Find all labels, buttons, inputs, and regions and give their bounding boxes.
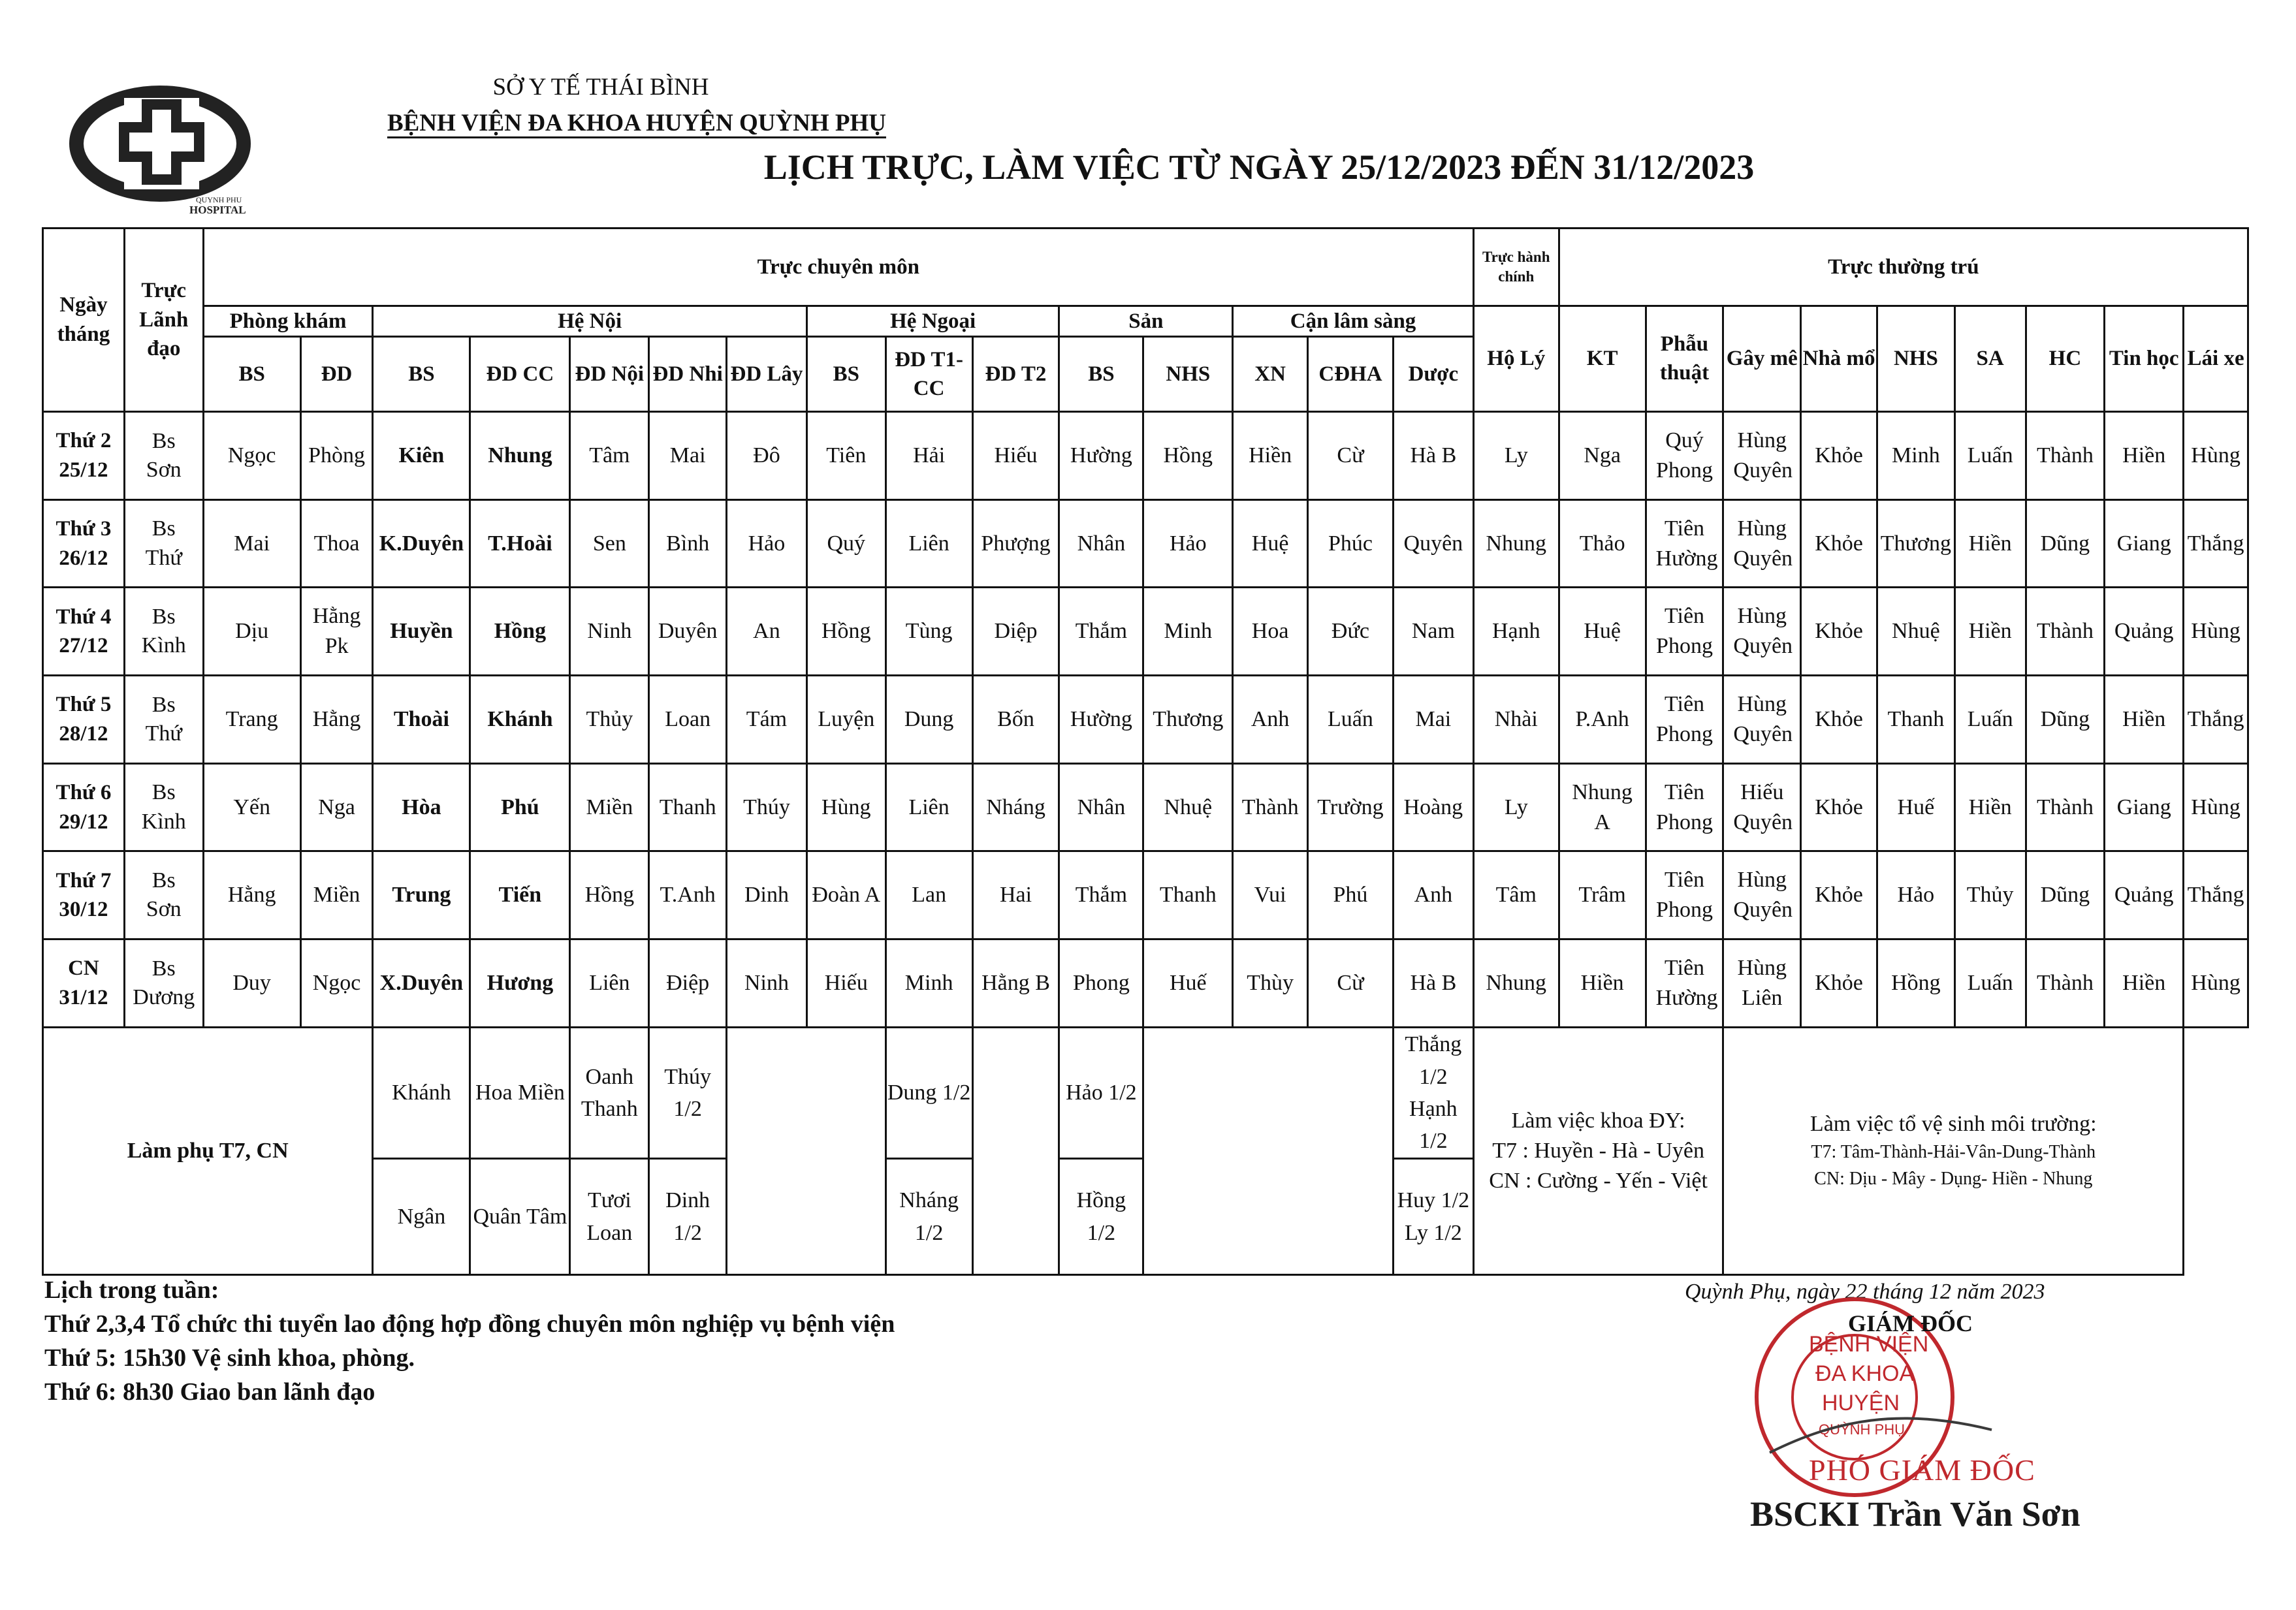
- duty-cell: Tiên Hường: [1646, 939, 1723, 1028]
- duty-cell: Hùng: [2184, 411, 2248, 499]
- duty-cell: Thảo: [1559, 499, 1646, 588]
- duty-cell: Hiếu: [972, 411, 1059, 499]
- duty-cell: Thành: [1233, 763, 1308, 851]
- schedule-row: [43, 676, 2248, 764]
- duty-cell: Nam: [1393, 588, 1473, 676]
- header-paraclinical: Cận lâm sàng: [1233, 306, 1474, 337]
- duty-cell: Hùng Quyên: [1723, 411, 1801, 499]
- weekend-row-t7: [43, 1027, 2248, 1158]
- day-date: 25/12: [59, 458, 108, 482]
- svg-text:ĐA KHOA: ĐA KHOA: [1815, 1361, 1915, 1386]
- duty-cell: Miền: [300, 851, 373, 939]
- header-row-1: [43, 229, 2248, 306]
- duty-cell: Nhân: [1059, 763, 1143, 851]
- duty-cell: Khỏe: [1801, 676, 1877, 764]
- duty-cell: Dinh: [727, 851, 807, 939]
- duty-cell: K.Duyên: [373, 499, 470, 588]
- duty-cell: Dung: [885, 676, 972, 764]
- duty-cell: Hồng: [470, 588, 570, 676]
- duty-cell: Sen: [570, 499, 649, 588]
- duty-cell: Thành: [2026, 588, 2105, 676]
- schedule-rows: [43, 411, 2248, 1027]
- duty-cell: Quý: [806, 499, 885, 588]
- duty-cell: Hường: [1059, 411, 1143, 499]
- duty-cell: Huế: [1143, 939, 1233, 1028]
- duty-cell: Nhung: [470, 411, 570, 499]
- duty-cell: Hằng: [300, 676, 373, 764]
- wk-cn-nhs: Hồng 1/2: [1059, 1159, 1143, 1275]
- duty-cell: Nhài: [1473, 676, 1559, 764]
- duty-cell: Ninh: [727, 939, 807, 1028]
- duty-cell: Vui: [1233, 851, 1308, 939]
- duty-cell: Phong: [1059, 939, 1143, 1028]
- duty-cell: Thương: [1877, 499, 1954, 588]
- duty-cell: Hảo: [1877, 851, 1954, 939]
- duty-cell: Thùy: [1233, 939, 1308, 1028]
- duty-cell: Duy: [203, 939, 300, 1028]
- sub-surgery-t2: ĐD T2: [972, 337, 1059, 412]
- duty-cell: Đô: [727, 411, 807, 499]
- duty-cell: Lan: [885, 851, 972, 939]
- wk-cn-noi: Quân Tâm: [470, 1159, 570, 1275]
- header-row-2: [43, 306, 2248, 337]
- duty-cell: T.Hoài: [470, 499, 570, 588]
- duty-cell: Ngọc: [203, 411, 300, 499]
- duty-cell: Phòng: [300, 411, 373, 499]
- day-cell: [43, 499, 125, 588]
- duty-cell: Huyền: [373, 588, 470, 676]
- day-date: 30/12: [59, 898, 108, 922]
- wk-t7-noi: Hoa Miền: [470, 1027, 570, 1158]
- dy-t7: T7 : Huyền - Hà - Uyên: [1492, 1138, 1704, 1163]
- duty-cell: Minh: [885, 939, 972, 1028]
- duty-cell: Hồng: [806, 588, 885, 676]
- header-nhs-res: NHS: [1877, 306, 1954, 411]
- duty-cell: Mai: [649, 411, 727, 499]
- duty-cell: Quyên: [1393, 499, 1473, 588]
- duty-cell: Thành: [2026, 411, 2105, 499]
- duty-cell: Hiền: [2105, 939, 2184, 1028]
- wk-t7-holy: Thắng 1/2 Hạnh 1/2: [1393, 1027, 1473, 1158]
- duty-cell: Hòa: [373, 763, 470, 851]
- header-resident: Trực thường trú: [1559, 229, 2248, 306]
- header-leader: Trực Lãnh đạo: [124, 229, 203, 412]
- duty-cell: Khỏe: [1801, 763, 1877, 851]
- duty-cell: Cừ: [1308, 939, 1394, 1028]
- duty-cell: Bình: [649, 499, 727, 588]
- header-sa: SA: [1954, 306, 2026, 411]
- deputy-title: PHÓ GIÁM ĐỐC: [1809, 1453, 2035, 1487]
- duty-cell: Tiên: [806, 411, 885, 499]
- duty-cell: Quý Phong: [1646, 411, 1723, 499]
- duty-cell: Hảo: [1143, 499, 1233, 588]
- duty-cell: Khỏe: [1801, 588, 1877, 676]
- duty-cell: Đức: [1308, 588, 1394, 676]
- schedule-row: [43, 939, 2248, 1028]
- duty-cell: Khỏe: [1801, 411, 1877, 499]
- duty-cell: Hương: [470, 939, 570, 1028]
- duty-cell: Thoài: [373, 676, 470, 764]
- wk-env-block: [1723, 1027, 2184, 1274]
- duty-cell: Phúc: [1308, 499, 1394, 588]
- duty-cell: Quảng: [2105, 588, 2184, 676]
- duty-cell: Trâm: [1559, 851, 1646, 939]
- header-surgery-res: Phẫu thuật: [1646, 306, 1723, 411]
- duty-cell: Luyện: [806, 676, 885, 764]
- duty-cell: Phượng: [972, 499, 1059, 588]
- sub-imaging: CĐHA: [1308, 337, 1394, 412]
- logo-text-big: HOSPITAL: [189, 204, 246, 216]
- duty-cell: Hùng Quyên: [1723, 851, 1801, 939]
- day-name: Thứ 5: [56, 693, 112, 717]
- duty-cell: Luấn: [1954, 676, 2026, 764]
- header-internal: Hệ Nội: [373, 306, 806, 337]
- wk-t7-lay: Thúy 1/2: [649, 1027, 727, 1158]
- duty-cell: Điệp: [649, 939, 727, 1028]
- duty-cell: Hà B: [1393, 939, 1473, 1028]
- wk-t7-ddcc: Khánh: [373, 1027, 470, 1158]
- duty-cell: Thắm: [1059, 588, 1143, 676]
- duty-cell: Miền: [570, 763, 649, 851]
- duty-cell: Nhân: [1059, 499, 1143, 588]
- day-date: 31/12: [59, 985, 108, 1009]
- duty-cell: Hằng: [203, 851, 300, 939]
- leader-cell: Bs Sơn: [124, 411, 203, 499]
- leader-cell: Bs Sơn: [124, 851, 203, 939]
- duty-cell: Diệp: [972, 588, 1059, 676]
- duty-cell: Hiền: [1233, 411, 1308, 499]
- header-date: Ngày tháng: [43, 229, 125, 412]
- leader-cell: Bs Kình: [124, 763, 203, 851]
- duty-cell: Hiếu: [806, 939, 885, 1028]
- header-clinic: Phòng khám: [203, 306, 373, 337]
- duty-cell: Huế: [1877, 763, 1954, 851]
- duty-cell: Hiếu Quyên: [1723, 763, 1801, 851]
- dy-title: Làm việc khoa ĐY:: [1511, 1109, 1685, 1133]
- sub-surgery-t1: ĐD T1-CC: [885, 337, 972, 412]
- header-obstetric: Sản: [1059, 306, 1233, 337]
- schedule-row: [43, 499, 2248, 588]
- signer-name: BSCKI Trần Văn Sơn: [1750, 1494, 2081, 1534]
- header-it: Tin học: [2105, 306, 2184, 411]
- duty-cell: Trung: [373, 851, 470, 939]
- duty-cell: Hùng: [2184, 588, 2248, 676]
- duty-cell: Khỏe: [1801, 851, 1877, 939]
- svg-text:HUYỆN: HUYỆN: [1822, 1391, 1900, 1415]
- leader-cell: Bs Thứ: [124, 499, 203, 588]
- day-cell: [43, 588, 125, 676]
- leader-cell: Bs Dương: [124, 939, 203, 1028]
- schedule-row: [43, 588, 2248, 676]
- leader-cell: Bs Thứ: [124, 676, 203, 764]
- duty-cell: Hồng: [570, 851, 649, 939]
- duty-cell: Nga: [1559, 411, 1646, 499]
- wk-cn-holy: Huy 1/2 Ly 1/2: [1393, 1159, 1473, 1275]
- duty-cell: Giang: [2105, 499, 2184, 588]
- duty-cell: Mai: [1393, 676, 1473, 764]
- duty-cell: Thủy: [1954, 851, 2026, 939]
- duty-cell: Anh: [1233, 676, 1308, 764]
- duty-cell: Tiến: [470, 851, 570, 939]
- duty-cell: Luấn: [1308, 676, 1394, 764]
- env-cn: CN: Dịu - Mây - Dụng- Hiền - Nhung: [1814, 1168, 2093, 1189]
- day-cell: [43, 411, 125, 499]
- duty-cell: Hùng: [806, 763, 885, 851]
- place-date: Quỳnh Phụ, ngày 22 tháng 12 năm 2023: [1685, 1280, 2045, 1304]
- duty-cell: Tùng: [885, 588, 972, 676]
- sub-obstetric-nhs: NHS: [1143, 337, 1233, 412]
- duty-cell: Phú: [1308, 851, 1394, 939]
- duty-cell: Hùng: [2184, 939, 2248, 1028]
- day-name: CN: [68, 956, 99, 981]
- env-title: Làm việc tổ vệ sinh môi trường:: [1810, 1112, 2097, 1137]
- duty-cell: Nhung: [1473, 939, 1559, 1028]
- duty-cell: Thắng: [2184, 499, 2248, 588]
- sub-internal-ddcc: ĐD CC: [470, 337, 570, 412]
- duty-cell: Thương: [1143, 676, 1233, 764]
- duty-cell: Dũng: [2026, 499, 2105, 588]
- wk-cn-lay: Dinh 1/2: [649, 1159, 727, 1275]
- duty-cell: Loan: [649, 676, 727, 764]
- duty-cell: Hùng Quyên: [1723, 588, 1801, 676]
- sub-surgery-bs: BS: [806, 337, 885, 412]
- day-date: 29/12: [59, 810, 108, 834]
- day-name: Thứ 2: [56, 429, 112, 453]
- duty-cell: Hùng Liên: [1723, 939, 1801, 1028]
- duty-cell: Ninh: [570, 588, 649, 676]
- duty-cell: Nhung A: [1559, 763, 1646, 851]
- duty-cell: X.Duyên: [373, 939, 470, 1028]
- duty-cell: Thoa: [300, 499, 373, 588]
- wk-t7-nhs: Hảo 1/2: [1059, 1027, 1143, 1158]
- dy-cn: CN : Cường - Yến - Việt: [1489, 1168, 1708, 1193]
- sub-internal-noi: ĐD Nội: [570, 337, 649, 412]
- header-admin: Trực hành chính: [1473, 229, 1559, 306]
- duty-cell: Minh: [1877, 411, 1954, 499]
- duty-cell: Tiên Phong: [1646, 851, 1723, 939]
- day-date: 26/12: [59, 546, 108, 570]
- schedule-row: [43, 411, 2248, 499]
- duty-cell: P.Anh: [1559, 676, 1646, 764]
- duty-cell: Hiền: [1954, 763, 2026, 851]
- wk-obs-bs-empty: [972, 1027, 1059, 1274]
- ministry-name: SỞ Y TẾ THÁI BÌNH: [492, 74, 709, 101]
- day-name: Thứ 4: [56, 605, 112, 629]
- duty-cell: Luấn: [1954, 411, 2026, 499]
- duty-cell: Nhung: [1473, 499, 1559, 588]
- duty-cell: Thanh: [1877, 676, 1954, 764]
- duty-schedule-table: [42, 227, 2249, 1276]
- duty-cell: Duyên: [649, 588, 727, 676]
- duty-cell: Yến: [203, 763, 300, 851]
- duty-cell: Tiên Phong: [1646, 676, 1723, 764]
- day-name: Thứ 7: [56, 868, 112, 892]
- sub-internal-bs: BS: [373, 337, 470, 412]
- duty-cell: Hạnh: [1473, 588, 1559, 676]
- duty-cell: Thúy: [727, 763, 807, 851]
- day-cell: [43, 676, 125, 764]
- duty-cell: Hồng: [1143, 411, 1233, 499]
- env-t7: T7: Tâm-Thành-Hải-Vân-Dung-Thành: [1811, 1142, 2096, 1163]
- schedule-row: [43, 851, 2248, 939]
- duty-cell: Hiền: [1559, 939, 1646, 1028]
- weekend-label: Làm phụ T7, CN: [43, 1027, 373, 1274]
- wk-para-empty: [1143, 1027, 1394, 1274]
- duty-cell: Hải: [885, 411, 972, 499]
- notes-line-1: Thứ 2,3,4 Tổ chức thi tuyển lao động hợp đồng chuyên môn nghiệp vụ bệnh viện: [44, 1310, 895, 1338]
- duty-cell: Thành: [2026, 763, 2105, 851]
- duty-cell: Thanh: [1143, 851, 1233, 939]
- duty-cell: Thắm: [1059, 851, 1143, 939]
- day-date: 28/12: [59, 721, 108, 746]
- duty-cell: Trường: [1308, 763, 1394, 851]
- duty-cell: Hùng: [2184, 763, 2248, 851]
- duty-cell: Tâm: [1473, 851, 1559, 939]
- wk-dy-block: [1473, 1027, 1723, 1274]
- duty-cell: Bốn: [972, 676, 1059, 764]
- sub-lab: XN: [1233, 337, 1308, 412]
- day-name: Thứ 6: [56, 781, 112, 805]
- wk-t7-t2: Dung 1/2: [885, 1027, 972, 1158]
- duty-cell: Ly: [1473, 763, 1559, 851]
- notes-line-3: Thứ 6: 8h30 Giao ban lãnh đạo: [44, 1378, 375, 1406]
- wk-surgery-empty: [727, 1027, 886, 1274]
- sub-internal-nhi: ĐD Nhi: [649, 337, 727, 412]
- duty-cell: Hường: [1059, 676, 1143, 764]
- duty-cell: Nhuệ: [1877, 588, 1954, 676]
- duty-cell: Phú: [470, 763, 570, 851]
- header-specialty: Trực chuyên môn: [203, 229, 1473, 306]
- day-cell: [43, 763, 125, 851]
- duty-cell: Hiền: [1954, 588, 2026, 676]
- hospital-name-text: BỆNH VIỆN ĐA KHOA HUYỆN QUỲNH PHỤ: [387, 110, 886, 138]
- header-kt: KT: [1559, 306, 1646, 411]
- duty-cell: Hằng B: [972, 939, 1059, 1028]
- duty-cell: Dũng: [2026, 676, 2105, 764]
- sub-clinic-bs: BS: [203, 337, 300, 412]
- svg-text:QUỲNH PHỤ: QUỲNH PHỤ: [1819, 1421, 1905, 1438]
- notes-title: Lịch trong tuần:: [44, 1276, 219, 1304]
- duty-cell: Thành: [2026, 939, 2105, 1028]
- duty-cell: Hằng Pk: [300, 588, 373, 676]
- duty-cell: Hiền: [2105, 676, 2184, 764]
- duty-cell: Hiền: [2105, 411, 2184, 499]
- duty-cell: Kiên: [373, 411, 470, 499]
- duty-cell: Thắng: [2184, 851, 2248, 939]
- duty-cell: Tám: [727, 676, 807, 764]
- weekly-notes: [44, 1273, 895, 1409]
- header-hc: HC: [2026, 306, 2105, 411]
- duty-cell: Hiền: [1954, 499, 2026, 588]
- duty-cell: Khỏe: [1801, 939, 1877, 1028]
- duty-cell: Ly: [1473, 411, 1559, 499]
- duty-cell: Luấn: [1954, 939, 2026, 1028]
- duty-cell: Tiên Phong: [1646, 588, 1723, 676]
- duty-cell: Hoa: [1233, 588, 1308, 676]
- duty-cell: Quảng: [2105, 851, 2184, 939]
- duty-cell: Hồng: [1877, 939, 1954, 1028]
- duty-cell: Nháng: [972, 763, 1059, 851]
- duty-cell: Hà B: [1393, 411, 1473, 499]
- duty-cell: Tiên Hường: [1646, 499, 1723, 588]
- duty-cell: Nga: [300, 763, 373, 851]
- day-name: Thứ 3: [56, 516, 112, 541]
- sub-internal-lay: ĐD Lây: [727, 337, 807, 412]
- hospital-name: [362, 109, 911, 137]
- header-driver: Lái xe: [2184, 306, 2248, 411]
- logo-text-small: QUYNH PHU: [196, 195, 242, 204]
- wk-cn-ddcc: Ngân: [373, 1159, 470, 1275]
- duty-cell: Thanh: [649, 763, 727, 851]
- header-anesthesia: Gây mê: [1723, 306, 1801, 411]
- header-holy: Hộ Lý: [1473, 306, 1559, 411]
- duty-cell: Tiên Phong: [1646, 763, 1723, 851]
- day-date: 27/12: [59, 634, 108, 658]
- duty-cell: Tâm: [570, 411, 649, 499]
- duty-cell: Minh: [1143, 588, 1233, 676]
- document-title: LỊCH TRỰC, LÀM VIỆC TỪ NGÀY 25/12/2023 ĐẾN 31/12/2023: [763, 148, 1755, 187]
- duty-cell: Ngọc: [300, 939, 373, 1028]
- duty-cell: Thắng: [2184, 676, 2248, 764]
- schedule-row: [43, 763, 2248, 851]
- notes-line-2: Thứ 5: 15h30 Vệ sinh khoa, phòng.: [44, 1344, 415, 1372]
- header-surgery: Hệ Ngoại: [806, 306, 1059, 337]
- header-or: Nhà mổ: [1801, 306, 1877, 411]
- duty-cell: Đoàn A: [806, 851, 885, 939]
- leader-cell: Bs Kình: [124, 588, 203, 676]
- duty-cell: Liên: [885, 499, 972, 588]
- duty-cell: Hoàng: [1393, 763, 1473, 851]
- duty-cell: Hai: [972, 851, 1059, 939]
- duty-cell: Trang: [203, 676, 300, 764]
- document-header: [0, 0, 2296, 222]
- sub-pharmacy: Dược: [1393, 337, 1473, 412]
- duty-cell: Khỏe: [1801, 499, 1877, 588]
- duty-cell: Hùng Quyên: [1723, 499, 1801, 588]
- duty-cell: Liên: [885, 763, 972, 851]
- duty-cell: T.Anh: [649, 851, 727, 939]
- day-cell: [43, 939, 125, 1028]
- wk-cn-t2: Nháng 1/2: [885, 1159, 972, 1275]
- duty-cell: Khánh: [470, 676, 570, 764]
- duty-cell: Anh: [1393, 851, 1473, 939]
- duty-cell: Liên: [570, 939, 649, 1028]
- duty-cell: Nhuệ: [1143, 763, 1233, 851]
- sub-obstetric-bs: BS: [1059, 337, 1143, 412]
- duty-cell: Dũng: [2026, 851, 2105, 939]
- duty-cell: Hảo: [727, 499, 807, 588]
- duty-cell: Dịu: [203, 588, 300, 676]
- duty-cell: Cừ: [1308, 411, 1394, 499]
- duty-cell: Thủy: [570, 676, 649, 764]
- day-cell: [43, 851, 125, 939]
- svg-text:BỆNH VIỆN: BỆNH VIỆN: [1809, 1332, 1929, 1357]
- sub-clinic-dd: ĐD: [300, 337, 373, 412]
- wk-t7-nhi: Oanh Thanh: [570, 1027, 649, 1158]
- duty-cell: Hùng Quyên: [1723, 676, 1801, 764]
- duty-cell: Giang: [2105, 763, 2184, 851]
- duty-cell: Mai: [203, 499, 300, 588]
- director-title: GIÁM ĐỐC: [1848, 1310, 1973, 1336]
- duty-cell: Huệ: [1559, 588, 1646, 676]
- duty-cell: An: [727, 588, 807, 676]
- duty-cell: Huệ: [1233, 499, 1308, 588]
- wk-cn-nhi: Tươi Loan: [570, 1159, 649, 1275]
